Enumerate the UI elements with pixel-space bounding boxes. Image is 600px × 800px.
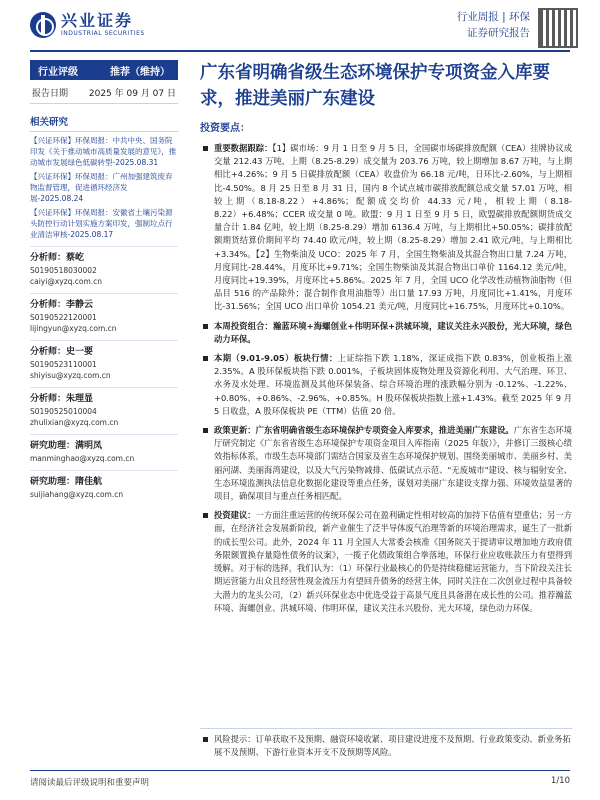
analyst-license: S0190522120001 xyxy=(30,313,97,322)
related-link[interactable]: 【兴证环保】环保周报：广州加强建筑废弃物监督管理，促进循环经济发展-2025.08.24 xyxy=(30,172,173,203)
assistant-email[interactable]: manminghao@xyzq.com.cn xyxy=(30,454,135,463)
analyst-card xyxy=(30,387,178,428)
bullet-heading: 投资建议： xyxy=(214,510,256,521)
bullet-square-icon xyxy=(203,513,208,518)
key-points-list xyxy=(200,142,572,615)
logo-cn-text: 兴业证券 xyxy=(61,11,134,30)
assistant-name: 研究助理：满明凤 xyxy=(30,441,103,451)
analyst-card xyxy=(30,293,178,334)
analyst-email[interactable]: caiyi@xyzq.com.cn xyxy=(30,277,103,286)
bullet-advice xyxy=(200,509,572,615)
sector-tag: 环保 xyxy=(509,11,530,23)
analyst-card xyxy=(30,246,178,287)
department-label: 证券研究报告 xyxy=(467,27,530,39)
related-link[interactable]: 【兴证环保】环保周报：中共中央、国务院印发《关于推动城市高质量发展的意见》，推动城市发展绿色低碳转型-2025.08.31 xyxy=(30,136,177,167)
rating-value: 推荐（维持） xyxy=(110,66,170,78)
bullet-heading: 本期（9.01-9.05）板块行情： xyxy=(214,353,338,364)
page-number: 1/10 xyxy=(550,776,570,786)
qr-code-icon xyxy=(538,8,578,48)
bullet-square-icon xyxy=(203,737,208,742)
date-label: 报告日期 xyxy=(32,89,69,99)
main-content xyxy=(200,60,572,621)
bullet-body: 瀚蓝环境+海螺创业+伟明环保+洪城环境，建议关注永兴股份，光大环境，绿色动力环保。 xyxy=(214,320,572,344)
analyst-license: S0190518030002 xyxy=(30,266,97,275)
assistant-email[interactable]: suijiahang@xyzq.com.cn xyxy=(30,490,124,499)
assistant-card xyxy=(30,434,178,464)
bullet-square-icon xyxy=(203,324,208,329)
company-logo xyxy=(30,12,145,38)
assistant-card xyxy=(30,470,178,500)
bullet-market xyxy=(200,352,572,418)
risk-text: 风险提示：订单获取不及预期、融资环境收紧、项目建设进度不及预期、行业政策变动、新业务拓展不及预期、下游行业资本开支不及预期等风险。 xyxy=(214,734,571,757)
analyst-card xyxy=(30,340,178,381)
bullet-heading: 重要数据跟踪： xyxy=(214,143,273,153)
analyst-name: 分析师：朱理显 xyxy=(30,394,94,404)
footer-divider xyxy=(30,770,570,771)
rating-bar xyxy=(30,60,178,80)
header-divider xyxy=(30,50,570,52)
report-tags: 行业周报 | 环保 证券研究报告 xyxy=(457,10,530,42)
bullet-heading: 政策更新：广东省明确省级生态环境保护专项资金入库要求，推进美丽广东建设。 xyxy=(214,425,514,436)
bullet-body: 【1】碳市场：9 月 1 日至 9 月 5 日，全国碳市场碳排放配额（CEA）挂牌协议成交量 212.43 万吨，上期（8.25-8.29）成交量为 203.76 万吨，较上期增加 8.67 万吨，与上期相比+4.26%；9 月 5 日碳排放配额（CEA）收盘价为 66.18 元/吨，日环比-2.60%，与上期相比-4.50%。8 月 25 日至 8 月 31 日，国内 8 个试点城市碳排放配额总成交量 57.01 万吨，相较上期（8.18-8.22）+4.86%；配额成交均价 44.33 元/吨，相较上期（8.18-8.22）+6.48%；CCER 成交量 0 吨。欧盟：9 月 1 日至 9 月 5 日，欧盟碳排放配额期货成交量合计 1.84 亿吨，较上期（8.25-8.29）增加 6136.4 万吨，与上期相比+50.05%；碳排放配额期货结算价期间平均 74.40 欧元/吨，较上期（8.25-8.29）增加 2.41 欧元/吨，与上期相比+3.34%。【2】生物柴油及 UCO：2025 年 7 月，全国生物柴油及其混合物出口量 7.24 万吨，月度同比-28.44%，月度环比+9.71%；全国生物柴油及其混合物出口单价 1164.12 美元/吨，月度同比+19.39%，月度环比+5.86%。2025 年 7 月，全国 UCO 化学改性动植物油脂物（但品目 516 的产品除外；混合制作食用油脂等）出口量 17.93 万吨，月度同比+1.41%，月度环比-31.56%；全国 UCO 出口单价 1054.21 美元/吨，月度同比+16.75%，月度环比+0.10%。 xyxy=(214,143,572,312)
analyst-name: 分析师：蔡屹 xyxy=(30,253,85,263)
analyst-license: S0190523110001 xyxy=(30,360,97,369)
sidebar xyxy=(30,60,178,500)
bullet-heading: 本周投资组合： xyxy=(214,320,273,331)
date-value: 2025 年 09 月 07 日 xyxy=(88,89,176,99)
assistant-name: 研究助理：隋佳航 xyxy=(30,477,103,487)
analyst-email[interactable]: zhulixian@xyzq.com.cn xyxy=(30,418,119,427)
bullet-square-icon xyxy=(203,356,208,361)
bullet-square-icon xyxy=(203,146,208,151)
bullet-portfolio xyxy=(200,320,572,346)
related-link[interactable]: 【兴证环保】环保周报：安徽省土壤污染源头防控行动计划实施方案印发，强制垃点行业清洁审核-2025.08.17 xyxy=(30,208,173,239)
logo-icon xyxy=(30,12,56,38)
related-research-title: 相关研究 xyxy=(30,114,178,132)
bullet-body: 一方面注重运营的传统环保公司在盈利确定性相对较高的加持下估值有望重估；另一方面，在经济社会发展新阶段，新产业催生了泛半导体废气治理等新的环境治理需求，诞生了一批新的成长型公司。此外，2024 年 11 月全国人大常委会核准《国务院关于提请审议增加地方政府债务限额置换存量隐性债务的议案》，一揽子化债政策组合拳落地，环保行业应收账款压力有望得到缓解。对于标的选择，我们认为：（1）环保行业最核心的仍是持续稳健运营能力，当下阶段关注长期运营能力出众且经营性现金流压力有望回升债务的经营主体，同时关注在二次创业过程中具备较大潜力的龙头公司，（2）新兴环保业态中优选受益于高景气度且具备潜在成长性的公司。推荐瀚蓝环境、海螺创业、洪城环境、伟明环保，建议关注永兴股份、光大环境，绿色动力环保。 xyxy=(214,510,572,613)
footer-disclaimer[interactable]: 请阅读最后评级说明和重要声明 xyxy=(30,778,150,788)
page-header xyxy=(0,0,600,52)
analyst-name: 分析师：史一要 xyxy=(30,347,94,357)
bullet-body: 广东省生态环境厅研究制定《广东省省级生态环境保护专项资金项目入库指南（2025 年版）》，并修订三级核心绩效指标体系，市级生态环境部门需结合国家及省生态环境保护规划、围绕美丽城市、美丽乡村、美丽河湖、美丽海湾建设，以及大气污染物减排、低碳试点示范、"无废城市"建设、核与辐射安全、生态环境监测执法信息化数据化建设等重点任务，谋划对美丽广东建设支撑力强、环境效益显著的项目，确保项目与重点任务相匹配。 xyxy=(214,425,572,502)
bullet-body: 上证综指下跌 1.18%，深证成指下跌 0.83%，创业板指上涨 2.35%。A 股环保板块指下跌 0.001%，子板块固体废物处理及资源化利用、大气治理、环卫、水务及水处理、环境监测及其他环保装备、综合环境治理的涨跌幅分别为 -0.12%、-1.22%、+0.80%、+0.86%、-2.96%、+0.85%。H 股环保板块指数上涨+1.43%。截至 2025 年 9 月 5 日收盘，A 股环保板块 PE（TTM）估值 20 倍。 xyxy=(214,353,572,416)
analyst-email[interactable]: shiyisu@xyzq.com.cn xyxy=(30,371,111,380)
risk-warning xyxy=(200,728,572,759)
analyst-email[interactable]: lijingyun@xyzq.com.cn xyxy=(30,324,117,333)
analyst-name: 分析师：李静云 xyxy=(30,300,94,310)
analyst-license: S0190525010004 xyxy=(30,407,97,416)
bullet-square-icon xyxy=(203,428,208,433)
bullet-data-tracking xyxy=(200,142,572,314)
report-title: 广东省明确省级生态环境保护专项资金入库要求，推进美丽广东建设 xyxy=(200,63,550,109)
key-points-label: 投资要点： xyxy=(200,123,250,134)
report-type: 行业周报 xyxy=(456,11,499,23)
report-date-row xyxy=(30,80,178,104)
bullet-policy xyxy=(200,424,572,503)
rating-label: 行业评级 xyxy=(38,66,78,78)
logo-en-text: INDUSTRIAL SECURITIES xyxy=(61,30,145,37)
